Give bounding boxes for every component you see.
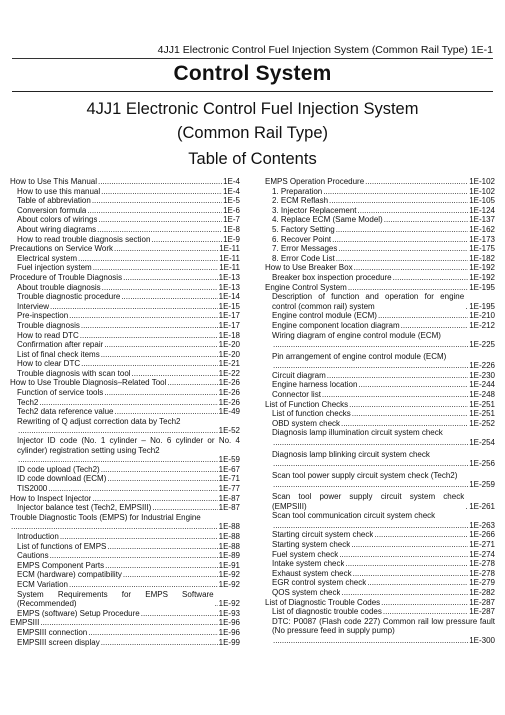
toc-entry[interactable]: 6. Recover Point ..... 1E-173 (265, 235, 495, 245)
toc-entry[interactable]: Scan tool communication circuit system check ..... 1E-263 (265, 511, 495, 530)
toc-entry[interactable]: Breaker box inspection procedure ..... 1E-192 (265, 273, 495, 283)
toc-entry[interactable]: Table of abbreviation ..... 1E-5 (10, 196, 240, 206)
toc-entry[interactable]: About colors of wirings ..... 1E-7 (10, 215, 240, 225)
toc-entry[interactable]: Injector balance test (Tech2, EMPSIII) ..... 1E-87 (10, 503, 240, 513)
toc-entry[interactable]: OBD system check ..... 1E-252 (265, 419, 495, 429)
toc-entry[interactable]: How to Use This Manual ..... 1E-4 (10, 177, 240, 187)
toc-entry[interactable]: Procedure of Trouble Diagnosis ..... 1E-13 (10, 273, 240, 283)
title-rule (12, 91, 493, 92)
toc-entry[interactable]: About wiring diagrams ..... 1E-8 (10, 225, 240, 235)
toc-entry[interactable]: ID code upload (Tech2) ..... 1E-67 (10, 465, 240, 475)
toc-entry[interactable]: Confirmation after repair ..... 1E-20 (10, 340, 240, 350)
toc-entry[interactable]: Rewriting of Q adjust correction data by Tech2 ..... 1E-52 (10, 417, 240, 436)
toc-entry[interactable]: Trouble diagnostic procedure ..... 1E-14 (10, 292, 240, 302)
toc-entry[interactable]: How to Use Trouble Diagnosis–Related Tool ..... 1E-26 (10, 378, 240, 388)
toc-entry[interactable]: How to clear DTC ..... 1E-21 (10, 359, 240, 369)
toc-entry[interactable]: List of Function Checks ..... 1E-251 (265, 400, 495, 410)
subtitle-line-2: (Common Rail Type) (177, 124, 328, 142)
toc-heading: Table of Contents (188, 150, 317, 168)
toc-entry[interactable]: Engine Control System ..... 1E-195 (265, 283, 495, 293)
toc-entry[interactable]: How to Use Breaker Box ..... 1E-192 (265, 263, 495, 273)
toc-entry[interactable]: EGR control system check ..... 1E-279 (265, 578, 495, 588)
toc-entry[interactable]: Exhaust system check ..... 1E-278 (265, 569, 495, 579)
toc-entry[interactable]: Starting circuit system check ..... 1E-266 (265, 530, 495, 540)
toc-entry[interactable]: Tech2 ..... 1E-26 (10, 398, 240, 408)
subtitle-line-1: 4JJ1 Electronic Control Fuel Injection System (86, 100, 419, 118)
toc-entry[interactable]: 8. Error Code List ..... 1E-182 (265, 254, 495, 264)
toc-entry[interactable]: List of function checks ..... 1E-251 (265, 409, 495, 419)
toc-entry[interactable]: Precautions on Service Work ..... 1E-11 (10, 244, 240, 254)
toc-entry[interactable]: QOS system check ..... 1E-282 (265, 588, 495, 598)
toc-entry[interactable]: 7. Error Messages ..... 1E-175 (265, 244, 495, 254)
toc-entry[interactable]: Electrical system ..... 1E-11 (10, 254, 240, 264)
toc-entry[interactable]: Function of service tools ..... 1E-26 (10, 388, 240, 398)
toc-entry[interactable]: TIS2000 ..... 1E-77 (10, 484, 240, 494)
toc-entry[interactable]: ECM (hardware) compatibility ..... 1E-92 (10, 570, 240, 580)
toc-entry[interactable]: Description of function and operation for engine control (common rail) system ..... 1E-195 (265, 292, 495, 311)
toc-entry[interactable]: Introduction ..... 1E-88 (10, 532, 240, 542)
toc-entry[interactable]: 2. ECM Reflash ..... 1E-105 (265, 196, 495, 206)
toc-entry[interactable]: Scan tool power supply circuit system check (Tech2) ..... 1E-259 (265, 471, 495, 490)
toc-entry[interactable]: How to Inspect Injector ..... 1E-87 (10, 494, 240, 504)
toc-entry[interactable]: Trouble diagnosis with scan tool ..... 1E-22 (10, 369, 240, 379)
toc-entry[interactable]: Circuit diagram ..... 1E-230 (265, 371, 495, 381)
toc-entry[interactable]: 3. Injector Replacement ..... 1E-124 (265, 206, 495, 216)
toc-entry[interactable]: EMPSIII ..... 1E-96 (10, 618, 240, 628)
toc-entry[interactable]: List of diagnostic trouble codes ..... 1E-287 (265, 607, 495, 617)
toc-entry[interactable]: Wiring diagram of engine control module (ECM) ..... 1E-225 (265, 331, 495, 350)
toc-entry[interactable]: List of Diagnostic Trouble Codes ..... 1E-287 (265, 598, 495, 608)
toc-left-column (10, 177, 240, 647)
toc-entry[interactable]: Diagnosis lamp blinking circuit system check ..... 1E-256 (265, 450, 495, 469)
toc-entry[interactable]: Pin arrangement of engine control module (ECM) ..... 1E-226 (265, 352, 495, 371)
toc-entry[interactable]: 4. Replace ECM (Same Model) ..... 1E-137 (265, 215, 495, 225)
toc-entry[interactable]: List of functions of EMPS ..... 1E-88 (10, 542, 240, 552)
toc-entry[interactable]: Intake system check ..... 1E-278 (265, 559, 495, 569)
toc-entry[interactable]: Cautions ..... 1E-89 (10, 551, 240, 561)
toc-entry[interactable]: How to read trouble diagnosis section ..... 1E-9 (10, 235, 240, 245)
toc-entry[interactable]: 1. Preparation ..... 1E-102 (265, 187, 495, 197)
toc-entry[interactable]: System Requirements for EMPS Software (Recommended) ..... 1E-92 (10, 590, 240, 609)
toc-entry[interactable]: Engine harness location ..... 1E-244 (265, 380, 495, 390)
toc-entry[interactable]: Conversion formula ..... 1E-6 (10, 206, 240, 216)
toc-entry[interactable]: EMPSIII screen display ..... 1E-99 (10, 638, 240, 648)
toc-entry[interactable]: Fuel system check ..... 1E-274 (265, 550, 495, 560)
toc-entry[interactable]: Injector ID code (No. 1 cylinder – No. 6 cylinder or No. 4 cylinder) registration setting using Tech2 ..... 1E-59 (10, 436, 240, 465)
toc-right-column (265, 177, 495, 646)
toc-entry[interactable]: Engine control module (ECM) ..... 1E-210 (265, 311, 495, 321)
toc-entry[interactable]: Trouble Diagnostic Tools (EMPS) for Industrial Engine ..... 1E-88 (10, 513, 240, 532)
toc-entry[interactable]: Scan tool power supply circuit system check (EMPSIII) ..... 1E-261 (265, 492, 495, 511)
toc-entry[interactable]: Tech2 data reference value ..... 1E-49 (10, 407, 240, 417)
toc-entry[interactable]: About trouble diagnosis ..... 1E-13 (10, 283, 240, 293)
toc-entry[interactable]: Engine component location diagram ..... 1E-212 (265, 321, 495, 331)
toc-entry[interactable]: Trouble diagnosis ..... 1E-17 (10, 321, 240, 331)
page-title: Control System (173, 62, 332, 85)
toc-entry[interactable]: Starting system check ..... 1E-271 (265, 540, 495, 550)
toc-entry[interactable]: Diagnosis lamp illumination circuit system check ..... 1E-254 (265, 428, 495, 447)
toc-entry[interactable]: ECM Variation ..... 1E-92 (10, 580, 240, 590)
toc-entry[interactable]: Fuel injection system ..... 1E-11 (10, 263, 240, 273)
toc-entry[interactable]: EMPS Operation Procedure ..... 1E-102 (265, 177, 495, 187)
toc-entry[interactable]: How to read DTC ..... 1E-18 (10, 331, 240, 341)
toc-entry[interactable]: EMPS Component Parts ..... 1E-91 (10, 561, 240, 571)
toc-entry[interactable]: EMPSIII connection ..... 1E-96 (10, 628, 240, 638)
toc-entry[interactable]: DTC: P0087 (Flash code 227) Common rail low pressure fault (No pressure feed in supply pump) ..... 1E-300 (265, 617, 495, 646)
toc-entry[interactable]: Connector list ..... 1E-248 (265, 390, 495, 400)
toc-entry[interactable]: EMPS (software) Setup Procedure ..... 1E-93 (10, 609, 240, 619)
toc-entry[interactable]: How to use this manual ..... 1E-4 (10, 187, 240, 197)
header-rule (12, 58, 493, 59)
toc-entry[interactable]: ID code download (ECM) ..... 1E-71 (10, 474, 240, 484)
toc-entry[interactable]: Pre-inspection ..... 1E-17 (10, 311, 240, 321)
toc-entry[interactable]: 5. Factory Setting ..... 1E-162 (265, 225, 495, 235)
toc-entry[interactable]: List of final check items ..... 1E-20 (10, 350, 240, 360)
toc-entry[interactable]: Interview ..... 1E-15 (10, 302, 240, 312)
running-header: 4JJ1 Electronic Control Fuel Injection System (Common Rail Type) 1E-1 (157, 44, 493, 56)
